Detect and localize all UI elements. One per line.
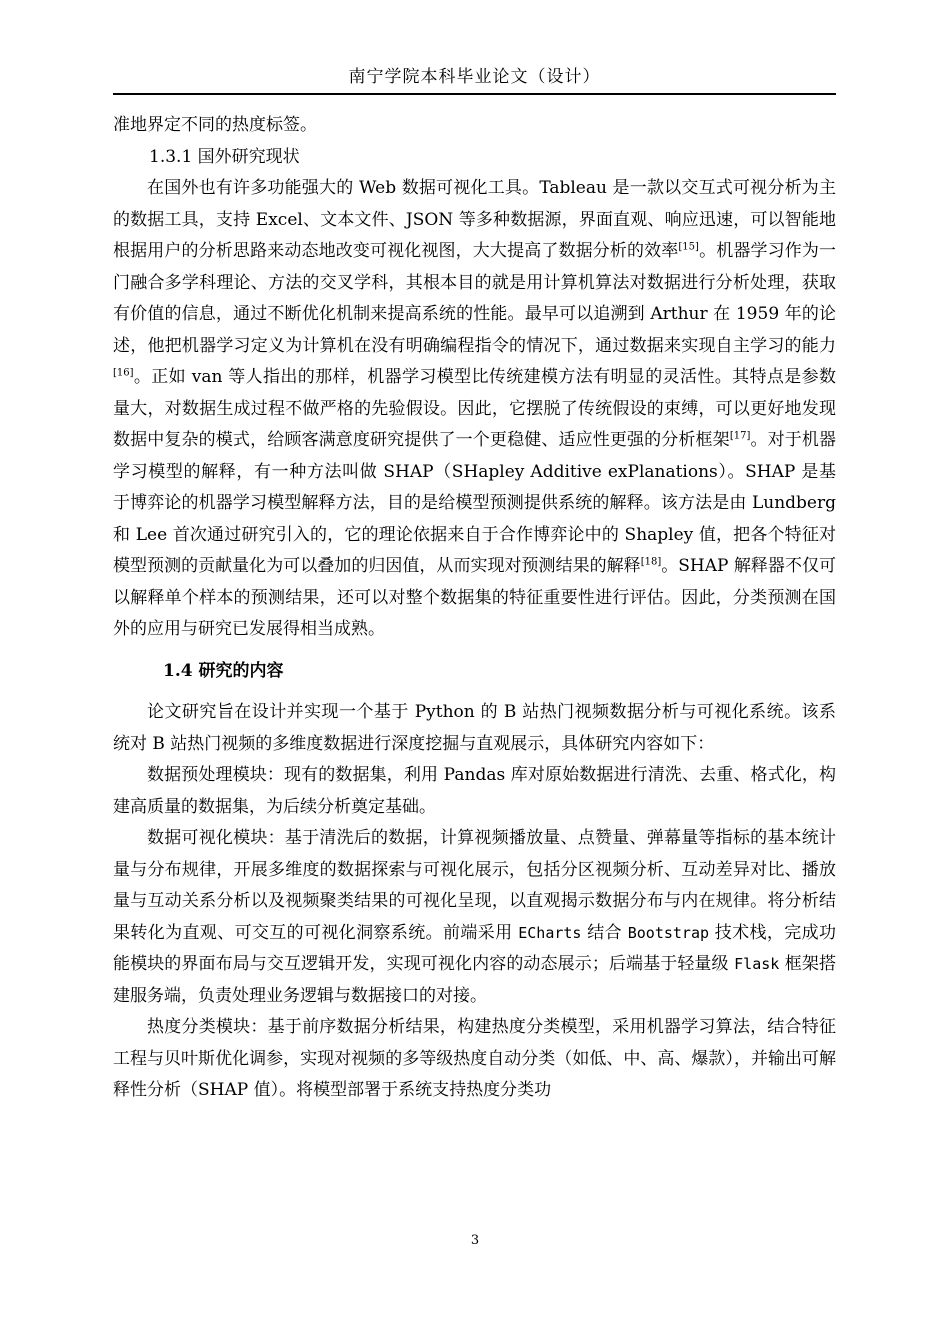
- paragraph-text: 。SHAP 解释器不仅可以解释单个样本的预测结果，还可以对整个数据集的特征重要性进行评估。因此，分类预测在国外的应用与研究已发展得相当成熟。: [113, 556, 837, 639]
- paragraph-visualization-module: [113, 823, 836, 1012]
- paragraph-continuation: 准地界定不同的热度标签。: [113, 115, 317, 135]
- subsection-heading-1-3-1: 1.3.1 国外研究现状: [149, 146, 300, 167]
- citation-18: [18]: [640, 556, 662, 568]
- echarts-term: ECharts: [518, 923, 582, 942]
- section-heading-1-4: 1.4 研究的内容: [163, 660, 284, 681]
- paragraph-classification-module: 热度分类模块：基于前序数据分析结果，构建热度分类模型，采用机器学习算法，结合特征工程与贝叶斯优化调参，实现对视频的多等级热度自动分类（如低、中、高、爆款），并输出可解释性分析（SHAP 值）。将模型部署于系统支持热度分类功: [113, 1017, 836, 1100]
- header-title: 南宁学院本科毕业论文（设计）: [348, 67, 601, 87]
- paragraph-text: 。机器学习作为一门融合多学科理论、方法的交叉学科，其根本目的就是用计算机算法对数据进行分析处理，获取有价值的信息，通过不断优化机制来提高系统的性能。最早可以追溯到 Arthur 在 1959 年的论述，他把机器学习定义为计算机在没有明确编程指令的情况下，通过数据来实现自主学习的能力: [113, 241, 837, 356]
- paragraph-text: 在国外也有许多功能强大的 Web 数据可视化工具。Tableau 是一款以交互式可视分析为主的数据工具，支持 Excel、文本文件、JSON 等多种数据源，界面直观、响应迅速，可以智能地根据用户的分析思路来动态地改变可视化视图，大大提高了数据分析的效率: [113, 178, 836, 261]
- paragraph-text: 。正如 van 等人指出的那样，机器学习模型比传统建模方法有明显的灵活性。其特点是参数量大，对数据生成过程不做严格的先验假设。因此，它摆脱了传统假设的束缚，可以更好地发现数据中复杂的模式，给顾客满意度研究提供了一个更稳健、适应性更强的分析框架: [113, 367, 836, 450]
- paragraph-preprocessing-module: 数据预处理模块：现有的数据集，利用 Pandas 库对原始数据进行清洗、去重、格式化，构建高质量的数据集，为后续分析奠定基础。: [113, 765, 836, 817]
- flask-term: Flask: [734, 955, 780, 973]
- citation-17: [17]: [729, 430, 751, 442]
- paragraph-text: 框架搭建服务端，负责处理业务逻辑与数据接口的对接。: [113, 954, 837, 1006]
- paragraph-foreign-research: [113, 173, 836, 646]
- paragraph-text: 结合: [581, 922, 628, 943]
- citation-16: [16]: [113, 367, 134, 379]
- page-number: 3: [470, 1233, 480, 1248]
- page-header: [113, 62, 836, 95]
- paragraph-text: 数据可视化模块：基于清洗后的数据，计算视频播放量、点赞量、弹幕量等指标的基本统计量与分布规律，开展多维度的数据探索与可视化展示，包括分区视频分析、互动差异对比、播放量与互动关系分析以及视频聚类结果的可视化呈现，以直观揭示数据分布与内在规律。将分析结果转化为直观、可交互的可视化洞察系统。前端采用: [113, 828, 836, 943]
- body-text: [113, 110, 836, 1107]
- paragraph-research-intro: 论文研究旨在设计并实现一个基于 Python 的 B 站热门视频数据分析与可视化系统。该系统对 B 站热门视频的多维度数据进行深度挖掘与直观展示，具体研究内容如下：: [113, 702, 836, 754]
- paragraph-text: 。对于机器学习模型的解释，有一种方法叫做 SHAP（SHapley Additive exPlanations）。SHAP 是基于博弈论的机器学习模型解释方法，目的是给模型预测提供系统的解释。该方法是由 Lundberg 和 Lee 首次通过研究引入的，它的理论依据来自于合作博弈论中的 Shapley 值，把各个特征对模型预测的贡献量化为可以叠加的归因值，从而实现对预测结果的解释: [113, 430, 837, 576]
- citation-15: [15]: [678, 241, 699, 253]
- paragraph-text: 技术栈，完成功能模块的界面布局与交互逻辑开发，实现可视化内容的动态展示；后端基于轻量级: [113, 922, 836, 974]
- bootstrap-term: Bootstrap: [627, 923, 710, 942]
